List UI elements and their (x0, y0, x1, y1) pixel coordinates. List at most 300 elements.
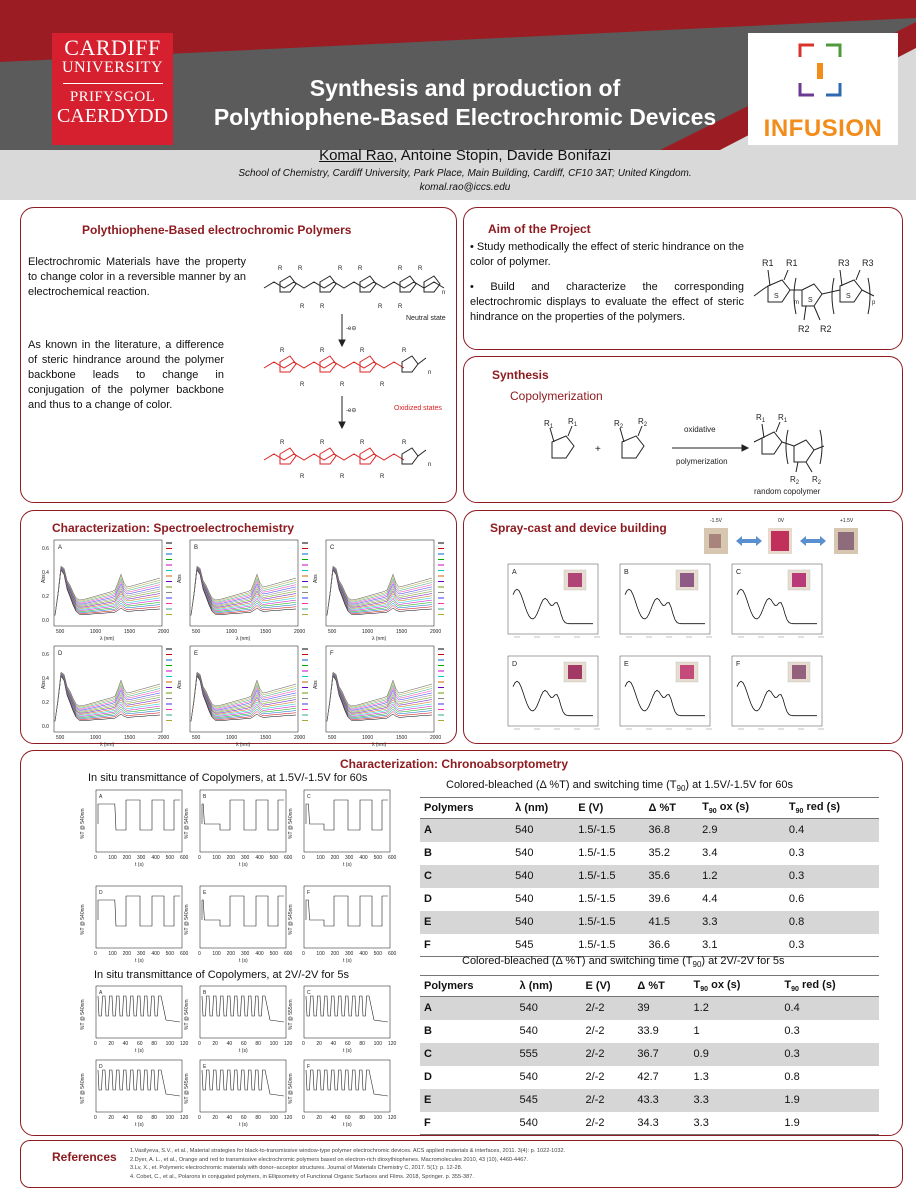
reference-item: 1.Vasilyeva, S.V., et al., Material strategies for black-to-transmissive window-type polymer electrochromic devices. ACS applied materials & interfaces, 2011. 3(4): p. 1022-1032. (130, 1148, 566, 1154)
steric-hindrance-text: As known in the literature, a difference of steric hindrance around the polymer backbone leads to change in conjugation of the polymer backbone and thus to a change of color. (28, 339, 224, 411)
substituent-label: R (340, 474, 345, 480)
table-cell: 0.8 (784, 1071, 800, 1083)
oxidized-chain-1 (264, 356, 404, 372)
table-cell: 540 (516, 1112, 582, 1135)
plot-letter: F (736, 661, 741, 668)
x-tick-label: 1000 (90, 629, 102, 635)
arrow-condition-bottom: polymerization (676, 457, 728, 466)
table-cell: 0.4 (785, 819, 879, 842)
reaction-arrow (339, 396, 345, 428)
table-cell: 540 (511, 819, 574, 842)
uvvis-plot-A (508, 564, 600, 637)
x-tick-label: 300 (137, 951, 146, 957)
table-cell: 1.5/-1.5 (574, 865, 644, 888)
plot-letter: D (58, 651, 63, 657)
poster-title (190, 74, 740, 132)
table-cell: 540 (511, 865, 574, 888)
plot-letter: E (194, 651, 199, 657)
x-tick-label: 1500 (260, 735, 272, 741)
table-cell: 540 (515, 893, 534, 905)
column-header: Polymers (420, 976, 516, 997)
x-tick-label: 2000 (430, 735, 442, 741)
y-tick-label: 0.4 (42, 570, 49, 576)
y-axis-label: Abs (177, 680, 183, 689)
y-axis-label: %T @ 540nm (80, 904, 86, 935)
uvvis-plot-E (620, 656, 712, 729)
x-tick-label: 100 (316, 855, 325, 861)
table-cell: 1.2 (690, 997, 781, 1020)
table-cell: 3.3 (690, 1089, 781, 1112)
y-tick-label: 0.4 (42, 676, 49, 682)
substituent-label: R (398, 304, 403, 310)
substituent-label: R (360, 440, 365, 446)
x-tick-label: 100 (108, 951, 117, 957)
plot-letter: F (307, 890, 311, 896)
x-tick-label: 1500 (124, 629, 136, 635)
x-tick-label: 200 (122, 951, 132, 957)
x-tick-label: 600 (388, 855, 397, 861)
structure-label: R2 (820, 324, 832, 334)
table-cell: 39.6 (648, 893, 670, 905)
logo-line: UNIVERSITY (62, 59, 163, 76)
results-table-5s (420, 975, 879, 1135)
transmittance-5s-D (80, 1060, 189, 1128)
table-header-row (420, 976, 879, 997)
plot-letter: C (307, 990, 311, 996)
spectro-plot-B (177, 540, 308, 642)
column-header: E (V) (582, 976, 634, 997)
x-tick-label: 60 (137, 1041, 143, 1047)
svg-text:R2: $R_2$ (812, 475, 822, 486)
device-color-states (700, 514, 880, 558)
x-tick-label: 2000 (158, 629, 170, 635)
x-tick-label: 0 (302, 1041, 305, 1047)
references-list (130, 1147, 870, 1181)
table-row (420, 1020, 879, 1043)
table-cell: 1.5/-1.5 (574, 819, 644, 842)
column-header: λ (nm) (516, 976, 582, 997)
x-tick-label: 100 (373, 1041, 383, 1047)
table-cell: 34.3 (633, 1112, 689, 1135)
y-tick-label: 0.6 (42, 652, 49, 658)
transmittance-60s-E (184, 886, 293, 964)
x-tick-label: 40 (122, 1041, 129, 1047)
svg-text:R1: $R_1$ (778, 413, 788, 424)
voltage-label: +1.5V (840, 518, 854, 524)
table-row (420, 888, 879, 911)
electron-removal-label: -e⊖ (346, 408, 357, 414)
authors (190, 147, 740, 164)
x-tick-label: 60 (241, 1041, 247, 1047)
substituent-label: R (278, 266, 283, 272)
legend (438, 543, 444, 615)
structure-label: m (794, 300, 799, 306)
repeat-subscript: n (428, 462, 432, 468)
plot-frame (54, 540, 162, 626)
table-cell: 2/-2 (582, 1043, 634, 1066)
table-cell: D (424, 893, 432, 905)
y-tick-label: 0.2 (42, 700, 49, 706)
table-row (420, 819, 879, 842)
structure-label: R2 (798, 324, 810, 334)
x-tick-label: 20 (212, 1115, 218, 1121)
x-axis-label: λ (nm) (372, 636, 387, 642)
x-tick-label: 120 (388, 1115, 397, 1121)
table-cell: 0.4 (780, 997, 879, 1020)
x-tick-label: 500 (56, 629, 65, 635)
panel-title: Characterization: Chronoabsorptometry (340, 757, 569, 771)
table-cell: F (420, 1112, 516, 1135)
table-cell: E (420, 1089, 516, 1112)
substituent-label: R (402, 440, 407, 446)
x-tick-label: 200 (330, 855, 340, 861)
x-tick-label: 1000 (90, 735, 102, 741)
caption-5s: In situ transmittance of Copolymers, at 2V/-2V for 5s (94, 969, 349, 981)
references-title: References (52, 1150, 117, 1164)
y-tick-label: 0.2 (42, 594, 49, 600)
legend (438, 649, 444, 721)
y-axis-label: %T @ 540nm (184, 999, 190, 1030)
y-axis-label: Abs (41, 574, 47, 583)
plot-letter: B (194, 545, 199, 551)
structure-label: R1 (786, 258, 798, 268)
uv-vis-plots (478, 560, 898, 738)
x-tick-label: 600 (284, 951, 293, 957)
electron-removal-label: -e⊖ (346, 326, 357, 332)
substituent-label: R (280, 440, 285, 446)
x-tick-label: 200 (330, 951, 340, 957)
plot-frame (326, 646, 434, 732)
x-tick-label: 120 (388, 1041, 397, 1047)
table-cell: F (420, 934, 511, 957)
x-tick-label: 500 (373, 855, 383, 861)
svg-text:R2: $R_2$ (790, 475, 800, 486)
table-cell: 3.4 (702, 847, 718, 859)
first-author: Komal Rao (319, 147, 394, 164)
transmittance-60s-F (288, 886, 397, 964)
table-cell: 545 (516, 1089, 582, 1112)
x-tick-label: 20 (316, 1115, 322, 1121)
x-tick-label: 500 (328, 735, 337, 741)
substituent-label: R (300, 382, 305, 388)
uvvis-plot-F (732, 656, 824, 729)
table-header-row (420, 798, 879, 819)
structure-label: S (774, 293, 779, 300)
x-tick-label: 0 (94, 1041, 97, 1047)
x-tick-label: 200 (122, 855, 132, 861)
x-tick-label: 1500 (396, 735, 408, 741)
table-cell: A (420, 819, 511, 842)
x-tick-label: 80 (151, 1115, 157, 1121)
table-row (420, 1043, 879, 1066)
table-cell: 2.9 (698, 819, 785, 842)
x-tick-label: 300 (345, 951, 354, 957)
x-tick-label: 120 (180, 1115, 189, 1121)
x-axis-label: t (s) (135, 958, 144, 964)
reference-item: 3.Lv, X., et. Polymeric electrochromic materials with donor–acceptor structures. Journal of Materials Chemistry C, 2017. 5(1): p. 12-28. (130, 1165, 463, 1171)
transmittance-5s-F (288, 1060, 397, 1128)
x-tick-label: 2000 (158, 735, 170, 741)
logo-line: CAERDYDD (56, 105, 169, 127)
x-tick-label: 500 (192, 629, 201, 635)
transmittance-60s-A (80, 790, 189, 868)
table-cell: 555 (516, 1043, 582, 1066)
copolymer-structure (748, 248, 898, 340)
x-tick-label: 500 (192, 735, 201, 741)
uvvis-plot-B (620, 564, 712, 637)
polymers-intro-text: Electrochromic Materials have the property to change color in a reversible manner by an electrochemical reaction. (28, 256, 246, 298)
x-tick-label: 80 (359, 1041, 365, 1047)
table-row (420, 865, 879, 888)
transmittance-plots-60s (66, 786, 406, 968)
table-cell: B (424, 847, 432, 859)
x-tick-label: 40 (330, 1041, 337, 1047)
table-row (420, 997, 879, 1020)
y-tick-label: 0.0 (42, 618, 49, 624)
x-axis-label: t (s) (239, 958, 248, 964)
x-tick-label: 400 (151, 855, 160, 861)
table-cell: 1 (693, 1025, 700, 1037)
x-tick-label: 40 (330, 1115, 337, 1121)
device-photo-film (680, 573, 694, 587)
plot-frame (326, 540, 434, 626)
table-cell: 1.9 (780, 1112, 879, 1135)
plot-letter: D (99, 890, 103, 896)
plot-letter: B (624, 569, 629, 576)
logo-line: CARDIFF (64, 35, 161, 60)
x-tick-label: 0 (198, 951, 201, 957)
x-axis-label: t (s) (239, 862, 248, 868)
table-cell: 2/-2 (585, 1025, 605, 1037)
y-axis-label: Abs (41, 680, 47, 689)
voltage-label: -1.5V (710, 518, 722, 524)
x-tick-label: 1500 (396, 629, 408, 635)
column-header: $T_{90}$ red (s) (785, 798, 879, 819)
uvvis-plot-C (732, 564, 824, 637)
x-axis-label: λ (nm) (236, 742, 251, 748)
structure-label: S (808, 297, 813, 304)
x-tick-label: 120 (284, 1041, 293, 1047)
table-cell: E (420, 911, 511, 934)
x-axis-label: t (s) (343, 1122, 352, 1128)
plot-letter: E (624, 661, 629, 668)
aim-bullet-2: • Build and characterize the corresponding electrochromic displays to evaluate the effect of steric hindrance on the properties of the polymers. (470, 281, 744, 323)
structure-label: S (846, 293, 851, 300)
y-axis-label: %T @ 545nm (288, 904, 294, 935)
x-tick-label: 600 (180, 951, 189, 957)
y-axis-label: Abs (177, 574, 183, 583)
reference-item: 4. Cobet, C., et al., Polarons in conjugated polymers, in Ellipsometry of Functional Organic Surfaces and Films. 2018, Springer. p. 355-387. (130, 1173, 474, 1180)
structure-label: R1 (762, 258, 774, 268)
monomer-2 (622, 436, 644, 458)
table-cell: 540 (515, 847, 534, 859)
table-cell: 545 (511, 934, 574, 957)
table-cell: 1.5/-1.5 (578, 893, 616, 905)
substituent-label: R (320, 304, 325, 310)
plot-letter: B (203, 990, 207, 996)
table-cell: C (420, 865, 511, 888)
plot-frame (54, 646, 162, 732)
plot-letter: B (203, 794, 207, 800)
plot-letter: C (736, 569, 742, 576)
x-tick-label: 60 (137, 1115, 143, 1121)
aim-bullet-1: • Study methodically the effect of steric hindrance on the color of polymer. (470, 241, 744, 268)
x-tick-label: 0 (94, 951, 97, 957)
table-cell: 1.5/-1.5 (578, 847, 616, 859)
table-row (420, 1066, 879, 1089)
y-axis-label: %T @ 540nm (184, 808, 190, 839)
structure-label: R3 (862, 258, 874, 268)
logo-line: PRIFYSGOL (69, 89, 156, 105)
x-tick-label: 1000 (362, 735, 374, 741)
table-cell: 1.2 (698, 865, 785, 888)
x-tick-label: 0 (198, 1115, 201, 1121)
svg-text:R1: $R_1$ (544, 419, 554, 430)
x-tick-label: 2000 (294, 629, 306, 635)
x-axis-label: λ (nm) (236, 636, 251, 642)
table-row (420, 1089, 879, 1112)
spectro-plot-F (313, 646, 444, 748)
svg-text:R2: $R_2$ (638, 417, 648, 428)
spectro-plot-A (41, 540, 172, 642)
x-tick-label: 200 (226, 855, 236, 861)
x-tick-label: 500 (269, 855, 279, 861)
neutral-state-label: Neutral state (406, 315, 446, 322)
legend (166, 543, 172, 615)
x-tick-label: 500 (328, 629, 337, 635)
x-tick-label: 300 (241, 951, 250, 957)
panel-title: Polythiophene-Based electrochromic Polymers (82, 223, 352, 237)
plot-letter: A (99, 990, 103, 996)
affiliation-address: School of Chemistry, Cardiff University, Park Place, Main Building, Cardiff, CF10 3AT; United Kingdom. (238, 168, 692, 179)
column-header: $T_{90}$ ox (s) (698, 798, 785, 819)
synthesis-scheme (540, 412, 890, 496)
x-tick-label: 100 (316, 951, 325, 957)
results-table-60s (420, 797, 879, 957)
table-row (420, 934, 879, 957)
table-cell: 42.7 (637, 1071, 659, 1083)
x-tick-label: 0 (302, 855, 305, 861)
transmittance-60s-B (184, 790, 293, 868)
device-photo-film (568, 573, 582, 587)
x-tick-label: 0 (94, 855, 97, 861)
substituent-label: R (380, 382, 385, 388)
x-tick-label: 20 (316, 1041, 322, 1047)
x-axis-label: t (s) (343, 862, 352, 868)
substituent-label: R (320, 348, 325, 354)
table-cell: 0.6 (788, 893, 805, 905)
x-tick-label: 40 (226, 1041, 233, 1047)
device-image (771, 531, 789, 551)
table-cell: 3.3 (690, 1112, 781, 1135)
x-tick-label: 300 (137, 855, 146, 861)
x-axis-label: t (s) (343, 1048, 352, 1054)
device-photo-film (680, 665, 694, 679)
oxidized-states-label: Oxidized states (394, 405, 442, 412)
transmittance-plots-5s (66, 982, 406, 1132)
table-cell: C (420, 1043, 516, 1066)
table-cell: 1.3 (693, 1071, 709, 1083)
table-cell: 0.3 (785, 934, 879, 957)
table-cell: 39 (633, 997, 689, 1020)
infusion-wordmark: INFUSION (763, 115, 883, 142)
co-authors: , Antoine Stopin, Davide Bonifazi (393, 147, 611, 164)
substituent-label: R (340, 382, 345, 388)
table1-caption: Colored-bleached (Δ %T) and switching time $(T_{90})$ at 1.5V/-1.5V for 60s (446, 779, 794, 794)
plot-letter: E (203, 890, 207, 896)
y-tick-label: 0.0 (42, 724, 49, 730)
x-tick-label: 300 (241, 855, 250, 861)
panel-title: Aim of the Project (488, 222, 591, 236)
caption-60s: In situ transmittance of Copolymers, at 1.5V/-1.5V for 60s (88, 772, 368, 784)
substituent-label: R (378, 304, 383, 310)
x-tick-label: 100 (269, 1115, 279, 1121)
table-cell: D (424, 1071, 432, 1083)
y-axis-label: %T @ 540nm (80, 808, 86, 839)
arrow-condition-top: oxidative (684, 425, 716, 434)
plot-letter: F (330, 651, 334, 657)
x-axis-label: t (s) (135, 1048, 144, 1054)
x-tick-label: 120 (180, 1041, 189, 1047)
plot-letter: A (99, 794, 103, 800)
table-cell: A (420, 997, 516, 1020)
substituent-label: R (300, 304, 305, 310)
substituent-label: R (418, 266, 423, 272)
substituent-label: R (380, 474, 385, 480)
table-cell: 2/-2 (582, 1112, 634, 1135)
plot-frame (304, 886, 390, 948)
synthesis-subtitle: Copolymerization (510, 389, 603, 403)
x-tick-label: 1000 (226, 629, 238, 635)
x-tick-label: 0 (94, 1115, 97, 1121)
x-tick-label: 400 (151, 951, 160, 957)
device-photo-film (792, 573, 806, 587)
structure-label: p (872, 300, 876, 306)
x-tick-label: 0 (302, 951, 305, 957)
x-axis-label: t (s) (343, 958, 352, 964)
x-tick-label: 20 (212, 1041, 218, 1047)
x-tick-label: 0 (198, 855, 201, 861)
table-cell: 3.3 (698, 911, 785, 934)
x-tick-label: 300 (345, 855, 354, 861)
cardiff-university-logo (52, 33, 173, 145)
plot-letter: A (512, 569, 517, 576)
x-axis-label: t (s) (135, 1122, 144, 1128)
x-tick-label: 600 (284, 855, 293, 861)
substituent-label: R (298, 266, 303, 272)
reference-item: 2.Dyer, A. L., et al., Orange and red to transmissive electrochromic polymers based on electron-rich dioxythiophenes. Macromolecules 2010, 43 (10), 4460-4467. (130, 1156, 528, 1163)
x-axis-label: t (s) (239, 1048, 248, 1054)
x-tick-label: 100 (269, 1041, 279, 1047)
table-cell: 4.4 (702, 893, 718, 905)
x-tick-label: 1500 (260, 629, 272, 635)
repeat-subscript: n (428, 370, 432, 376)
panel-title: Characterization: Spectroelectrochemistry (52, 521, 295, 535)
device-image (838, 532, 854, 550)
table-cell: 0.3 (784, 1025, 800, 1037)
substituent-label: R (360, 348, 365, 354)
table-cell: 540 (516, 997, 582, 1020)
x-tick-label: 100 (165, 1041, 175, 1047)
table-cell: 2/-2 (585, 1071, 605, 1083)
x-tick-label: 600 (180, 855, 189, 861)
x-tick-label: 400 (359, 855, 368, 861)
x-tick-label: 400 (359, 951, 368, 957)
table2-caption: Colored-bleached (Δ %T) and switching time $(T_{90})$ at 2V/-2V for 5s (462, 955, 785, 970)
transmittance-5s-A (80, 986, 189, 1054)
column-header: Polymers (420, 798, 511, 819)
table-cell: 33.9 (637, 1025, 659, 1037)
